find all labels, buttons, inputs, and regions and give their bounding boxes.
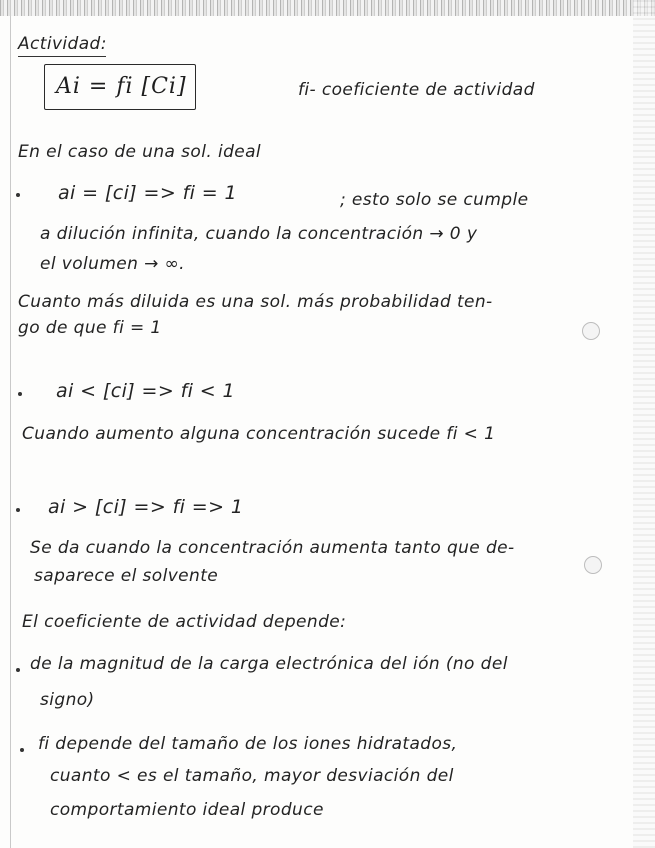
case1-note: ; esto solo se cumple <box>340 190 529 210</box>
bullet <box>16 668 20 672</box>
case1-text-1: a dilución infinita, cuando la concentración → 0 y <box>40 224 478 244</box>
case1-text-2: el volumen → ∞. <box>40 254 185 274</box>
depends-item2-line2: cuanto < es el tamaño, mayor desviación del <box>50 766 454 786</box>
case1-equation: ai = [ci] => fi = 1 <box>58 182 238 204</box>
margin-line <box>10 16 11 848</box>
bullet <box>16 193 20 197</box>
bullet <box>18 392 22 396</box>
case2-equation: ai < [ci] => fi < 1 <box>56 380 236 402</box>
punch-hole <box>584 556 602 574</box>
bullet <box>16 508 20 512</box>
formula-note: fi- coeficiente de actividad <box>298 80 535 100</box>
case3-equation: ai > [ci] => fi => 1 <box>48 496 244 518</box>
depends-item2-line1: fi depende del tamaño de los iones hidratados, <box>38 734 458 754</box>
title-underline <box>18 56 106 57</box>
depends-item2-line3: comportamiento ideal produce <box>50 800 324 820</box>
case1-text-3: Cuanto más diluida es una sol. más probabilidad ten- <box>18 292 493 312</box>
depends-item1-line2: signo) <box>40 690 95 710</box>
case3-text-2: saparece el solvente <box>34 566 219 586</box>
bullet <box>20 748 24 752</box>
case3-text-1: Se da cuando la concentración aumenta tanto que de- <box>30 538 515 558</box>
depends-item1-line1: de la magnitud de la carga electrónica del ión (no del <box>30 654 508 674</box>
case1-text-4: go de que fi = 1 <box>18 318 162 338</box>
activity-formula: Ai = fi [Ci] <box>56 74 187 99</box>
depends-heading: El coeficiente de actividad depende: <box>22 612 347 632</box>
scan-edge-right <box>633 0 655 848</box>
scan-edge <box>0 0 655 16</box>
case2-text-1: Cuando aumento alguna concentración sucede fi < 1 <box>22 424 496 444</box>
punch-hole <box>582 322 600 340</box>
page-title: Actividad: <box>18 34 107 54</box>
intro-text: En el caso de una sol. ideal <box>18 142 262 162</box>
